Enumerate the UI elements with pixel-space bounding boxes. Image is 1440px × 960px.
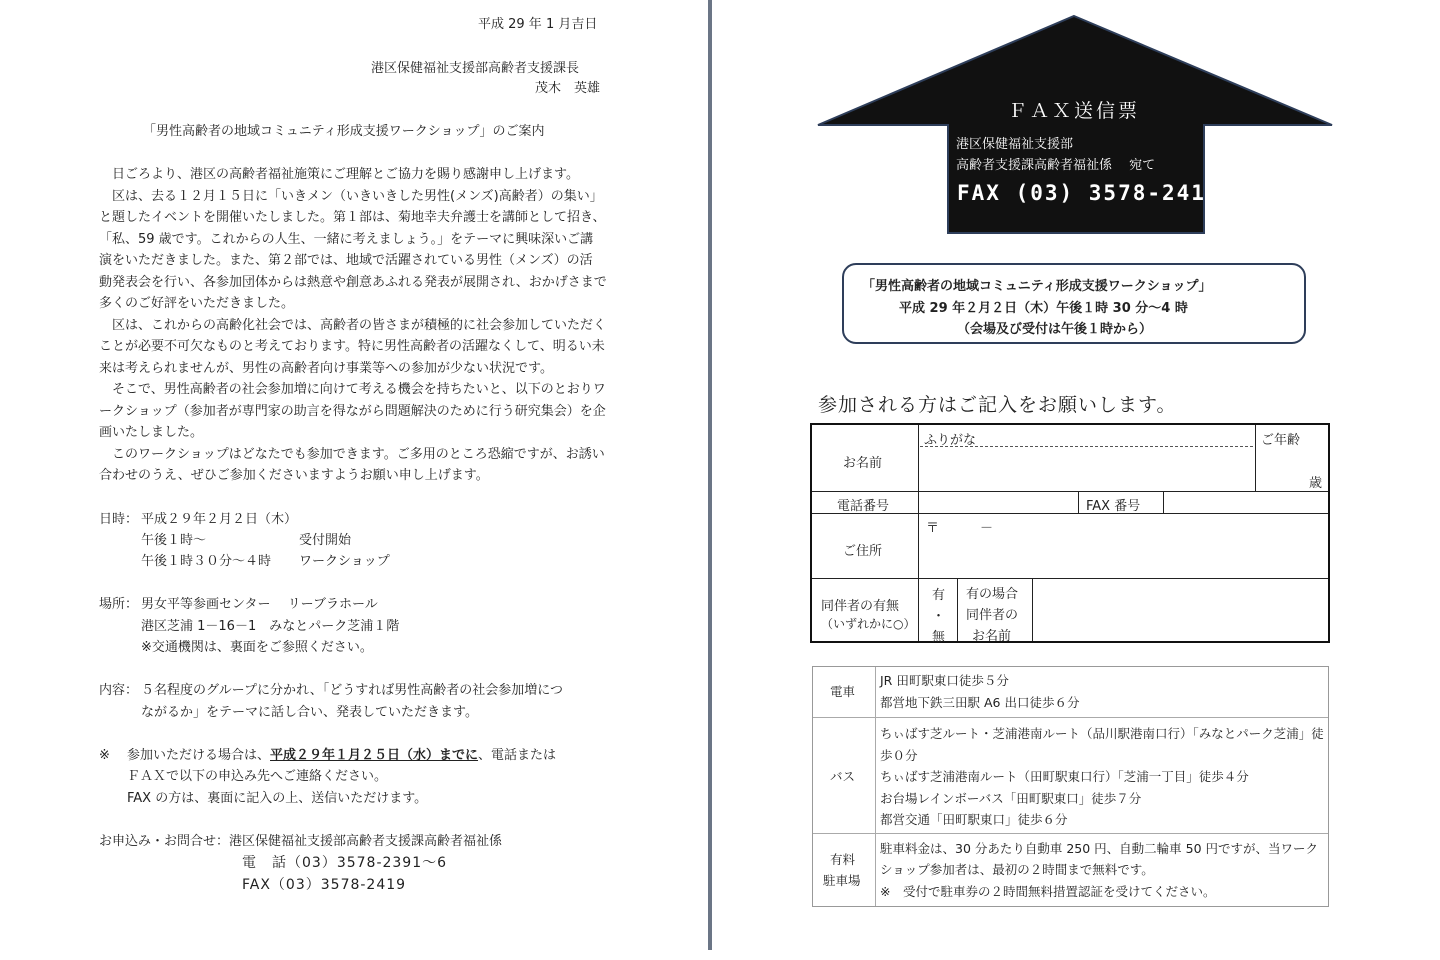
- body-line: そこで、男性高齢者の社会参加増に向けて考える機会を持ちたいと、以下のとおりワ: [112, 382, 606, 397]
- body-line: 区は、これからの高齢化社会では、高齢者の皆さまが積極的に社会参加していただく: [112, 318, 607, 333]
- fax-recipient-line1: 港区保健福祉支援部: [956, 137, 1074, 152]
- body-line: 「私、59 歳です。これからの人生、一緒に考えましょう。」をテーマに興味深いご講: [99, 232, 594, 247]
- companion-name-label: 有の場合: [966, 587, 1019, 602]
- fax-label: FAX 番号: [1086, 499, 1141, 514]
- body-line: ことが必要不可欠なものと考えております。特に男性高齢者の活躍なくして、明るい未: [99, 339, 605, 354]
- age-unit: 歳: [1309, 476, 1323, 491]
- companion-hint: （いずれかに○）: [821, 617, 916, 631]
- access-parking-label: 駐車場: [823, 873, 861, 888]
- fax-number: FAX (03) 3578-2419: [957, 181, 1221, 205]
- schedule-event: 受付開始: [299, 533, 352, 548]
- content-line: ながるか」をテーマに話し合い、発表していただきます。: [141, 705, 478, 720]
- event-title: 「男性高齢者の地域コミュニティ形成支援ワークショップ」: [862, 279, 1212, 294]
- notice-post: 、電話または: [478, 748, 557, 763]
- contact-label: お申込み・お問合せ：港区保健福祉支援部高齢者支援課高齢者福祉係: [99, 834, 503, 849]
- content-label: 内容：: [99, 683, 139, 698]
- body-line: 来は考えられませんが、男性の高齢者向け事業等への参加が少ない状況です。: [99, 361, 553, 376]
- form-prompt: 参加される方はご記入をお願いします。: [818, 394, 1177, 416]
- access-train-line: 都営地下鉄三田駅 A6 出口徒歩６分: [880, 695, 1080, 710]
- schedule-time: 午後１時３０分～４時: [141, 554, 272, 569]
- access-bus-line: 歩０分: [880, 748, 918, 763]
- access-parking-line: ショップ参加者は、最初の２時間まで無料です。: [880, 862, 1154, 877]
- companion-label: 同伴者の有無: [821, 599, 900, 614]
- access-bus-line: ちぃばす芝浦港南ルート（田町駅東口行）「芝浦一丁目」徒歩４分: [880, 769, 1249, 784]
- notice-line: FAX の方は、裏面に記入の上、送信いただけます。: [127, 791, 428, 806]
- place-note: ※交通機関は、裏面をご参照ください。: [141, 640, 373, 655]
- schedule-label: 日時：: [99, 512, 139, 527]
- place-label: 場所：: [99, 597, 139, 612]
- contact-tel: 電 話（03）3578-2391～6: [242, 855, 448, 871]
- companion-separator: ・: [932, 609, 946, 624]
- body-line: 区は、去る１２月１５日に「いきメン（いきいきした男性(メンズ)高齢者）の集い」: [112, 189, 603, 204]
- companion-name-label: 同伴者の: [966, 608, 1019, 623]
- body-line: 日ごろより、港区の高齢者福祉施策にご理解とご協力を賜り感謝申し上げます。: [112, 167, 579, 182]
- letter-date: 平成 29 年 1 月吉日: [478, 17, 598, 32]
- application-form: [810, 423, 1330, 643]
- schedule-time: 午後１時～: [141, 533, 207, 548]
- fax-title: ＦＡＸ送信票: [1008, 100, 1141, 122]
- notice-deadline: 平成２９年１月２５日（水）までに: [270, 748, 479, 763]
- name-field[interactable]: [920, 448, 1253, 489]
- body-line: ークショップ（参加者が専門家の助言を得ながら問題解決のために行う研究集会）を企: [99, 404, 606, 419]
- furigana-label: ふりがな: [924, 433, 977, 448]
- body-line: 画いたしました。: [99, 425, 204, 440]
- body-line: 多くのご好評をいただきました。: [99, 296, 295, 311]
- phone-label: 電話番号: [837, 499, 890, 514]
- body-line: このワークショップはどなたでも参加できます。ご多用のところ恐縮ですが、お誘い: [112, 447, 605, 462]
- notice-pre: 参加いただける場合は、: [127, 748, 271, 763]
- access-bus-label: バス: [830, 769, 856, 784]
- age-field[interactable]: [1257, 447, 1307, 489]
- age-label: ご年齢: [1261, 433, 1301, 448]
- fax-recipient-line2: 高齢者支援課高齢者福祉係 宛て: [956, 158, 1156, 173]
- access-bus-line: ちぃばす芝ルート・芝浦港南ルート（品川駅港南口行）「みなとパーク芝浦」徒: [880, 726, 1324, 741]
- contact-fax: FAX（03）3578-2419: [242, 877, 407, 893]
- content-line: ５名程度のグループに分かれ、「どうすれば男性高齢者の社会参加増につ: [141, 683, 563, 698]
- notice-line: [127, 748, 556, 764]
- sender-department: 港区保健福祉支援部高齢者支援課長: [371, 61, 580, 76]
- postal-mark: 〒: [926, 521, 940, 536]
- body-line: と題したイベントを開催いたしました。第１部は、菊地幸夫弁護士を講師として招き、: [99, 210, 606, 225]
- address-label: ご住所: [843, 544, 883, 559]
- access-train-line: JR 田町駅東口徒歩５分: [880, 673, 1009, 688]
- event-note: （会場及び受付は午後１時から）: [957, 322, 1153, 337]
- place-name: 男女平等参画センター リーブラホール: [141, 597, 378, 612]
- access-table: [812, 666, 1329, 907]
- access-parking-label: 有料: [830, 852, 856, 867]
- letter-subject: 「男性高齢者の地域コミュニティ形成支援ワークショップ」のご案内: [143, 124, 545, 139]
- event-datetime: 平成 29 年２月２日（木）午後１時 30 分～4 時: [899, 301, 1188, 316]
- name-label: お名前: [843, 456, 883, 471]
- access-train-label: 電車: [830, 684, 856, 699]
- address-field[interactable]: [920, 515, 1327, 577]
- page-divider: [708, 0, 712, 950]
- place-address: 港区芝浦 1－16－1 みなとパーク芝浦１階: [141, 619, 400, 634]
- sender-name: 茂木 英雄: [535, 81, 601, 96]
- notice-mark: ※: [99, 748, 110, 763]
- access-parking-line: ※ 受付で駐車券の２時間無料措置認証を受けてください。: [880, 884, 1216, 899]
- access-bus-line: お台場レインボーバス「田町駅東口」徒歩７分: [880, 791, 1142, 806]
- access-bus-line: 都営交通「田町駅東口」徒歩６分: [880, 812, 1068, 827]
- companion-name-field[interactable]: [1034, 580, 1327, 639]
- access-parking-line: 駐車料金は、30 分あたり自動車 250 円、自動二輪車 50 円ですが、当ワーク: [880, 841, 1319, 856]
- body-line: 動発表会を行い、各参加団体からは熱意や創意あふれる発表が展開され、おかげさまで: [99, 275, 607, 290]
- fax-field[interactable]: [1165, 493, 1327, 512]
- notice-line: ＦＡＸで以下の申込み先へご連絡ください。: [127, 769, 388, 784]
- body-line: 演をいただきました。また、第２部では、地域で活躍されている男性（メンズ）の活: [99, 253, 593, 268]
- companion-yes-option[interactable]: 有: [932, 588, 946, 603]
- companion-no-option[interactable]: 無: [932, 630, 946, 645]
- postal-dash: －: [980, 521, 994, 536]
- body-line: 合わせのうえ、ぜひご参加くださいますようお願い申し上げます。: [99, 468, 489, 483]
- schedule-date: 平成２９年２月２日（木）: [141, 512, 298, 527]
- phone-field[interactable]: [920, 493, 1077, 512]
- schedule-event: ワークショップ: [299, 554, 390, 569]
- companion-name-label: お名前: [972, 629, 1012, 644]
